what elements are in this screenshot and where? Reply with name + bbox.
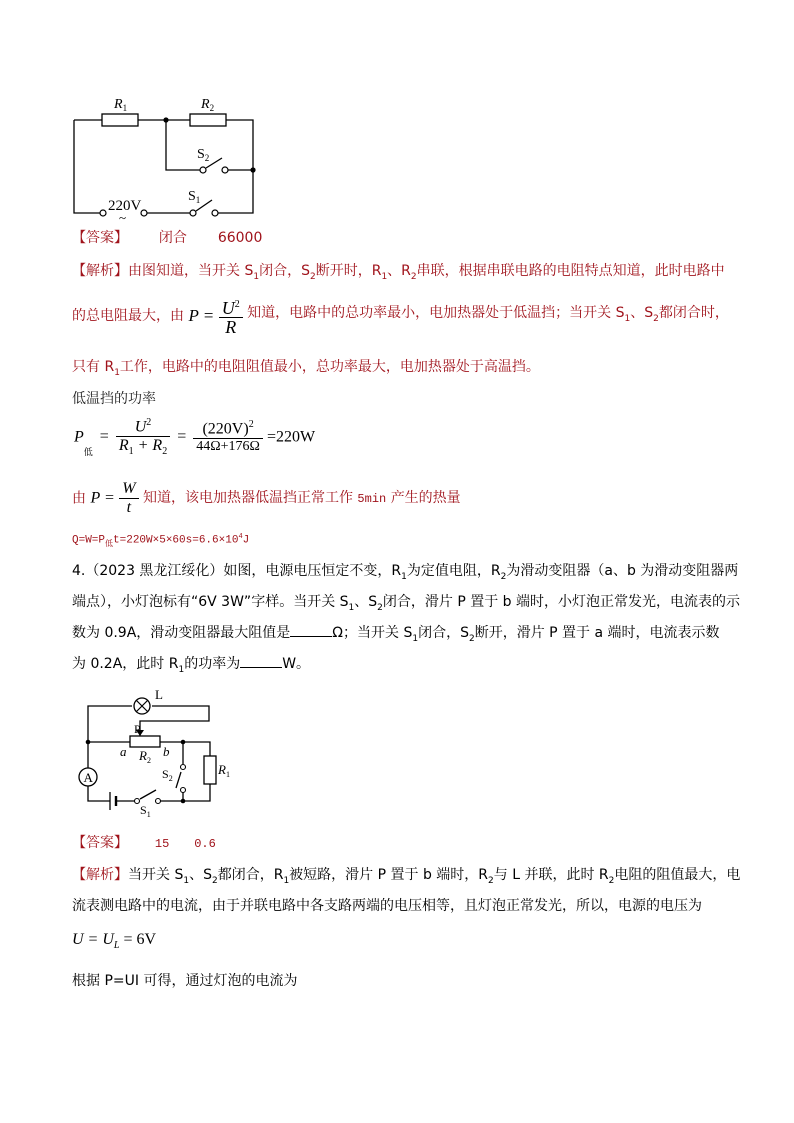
svg-text:R1: $R_1$: [218, 762, 230, 779]
answer-value-1: 闭合: [158, 230, 187, 246]
svg-text:S1: $S_1$: [188, 189, 201, 205]
label-end-a: a: [120, 744, 127, 759]
answer-value-2: 0.6: [194, 837, 216, 851]
analysis-2-line-1: 【解析】当开关 $S_1$、$S_2$都闭合，$R_1$被短路，滑片 P 置于 b 端时，$R_2$与 L 并联，此时 $R_2$电阻的阻值最大，电: [72, 867, 741, 886]
low-gear-title: 低温挡的功率: [72, 391, 156, 407]
resistor-r1: [204, 756, 216, 784]
analysis-2-line-2: 流表测电路中的电流，由于并联电路中各支路两端的电压相等，且灯泡正常发光，所以，电源的电压为: [72, 898, 702, 914]
label-r2: R: [201, 97, 210, 112]
answer-1: [72, 229, 262, 247]
answer-value-2: 66000: [217, 230, 263, 246]
lamp-icon: [134, 698, 150, 714]
resistor-r2: [190, 114, 226, 126]
label-r1: R: [218, 762, 226, 777]
question-4-line-2: 端点），小灯泡标有“6V 3W”字样。当开关 $S_1$、$S_2$闭合，滑片 P 置于 b 端时，小灯泡正常发光，电流表的示: [72, 594, 741, 613]
svg-text:S1: $S_1$: [140, 803, 151, 819]
label-s2: S: [197, 147, 205, 162]
voltage-equation: $U = U_L = 6V$: [72, 931, 157, 952]
question-4-line-1: 4.（2023 黑龙江绥化）如图，电源电压恒定不变，$R_1$为定值电阻，$R_2$为滑动变阻器（a、b 为滑动变阻器两: [72, 563, 739, 582]
answer-tag: 【答案】: [72, 835, 128, 851]
analysis-1-line-4: 由 P = $\frac{W}{t}$ 知道，该电加热器低温挡正常工作 5min 产生的热量: [72, 480, 461, 516]
label-end-b: b: [163, 744, 170, 759]
analysis-tag: 【解析】: [72, 263, 128, 279]
rheostat-r2: [130, 736, 160, 747]
formula-u2-over-r: $\frac{U^2}{R}$: [219, 296, 243, 336]
label-s1: S: [188, 189, 196, 204]
analysis-1-line-2: 的总电阻最大，由 P = $\frac{U^2}{R}$ 知道，电路中的总功率最小，电加热器处于低温挡；当开关 $S_1$、$S_2$都闭合时，: [72, 298, 729, 337]
power-equation: $P_低$ = $\frac{U^2}{R_1 + R_2}$ = $\frac{(220V)^2}{44\Omega+176\Omega}$ =220W: [74, 417, 316, 458]
circuit-diagram-2: [68, 686, 228, 820]
answer-tag: 【答案】: [72, 230, 128, 246]
svg-text:R2: $R_2$: [139, 748, 151, 765]
svg-text:S2: $S_2$: [197, 147, 210, 163]
label-s2: S: [162, 767, 169, 781]
analysis-2-line-3: 根据 P=UI 可得，通过灯泡的电流为: [72, 973, 298, 989]
label-slider-p: P: [134, 722, 141, 736]
question-4-line-3: 数为 0.9A，滑动变阻器最大阻值是 Ω；当开关 $S_1$闭合，$S_2$断开，滑片 P 置于 a 端时，电流表示数: [72, 625, 720, 644]
label-voltage: 220V: [108, 198, 142, 214]
heat-result-line: $Q=W=P_低t=220W\times 5\times 60s=6.6\times 10^4J$: [72, 533, 250, 549]
question-4-line-4: 为 0.2A，此时 $R_1$的功率为 W。: [72, 656, 311, 675]
label-r1: R: [114, 97, 123, 112]
formula-w-over-t: $\frac{W}{t}$: [119, 480, 138, 517]
label-lamp: L: [155, 687, 163, 702]
analysis-1-line-1: 【解析】由图知道，当开关 $S_1$闭合，$S_2$断开时，$R_1$、$R_2$串联，根据串联电路的电阻特点知道，此时电路中: [72, 263, 725, 282]
svg-text:R2: $R_2$: [201, 97, 215, 113]
answer-value-1: 15: [154, 837, 170, 851]
resistor-r1: [102, 114, 138, 126]
answer-blank-1[interactable]: [290, 624, 332, 637]
svg-text:S2: $S_2$: [162, 767, 173, 783]
svg-text:A: A: [83, 770, 93, 785]
analysis-tag: 【解析】: [72, 867, 128, 883]
answer-2: [72, 834, 216, 853]
formula-p-lhs: P =: [188, 306, 215, 325]
label-r2: R: [139, 748, 147, 763]
label-s1: S: [140, 803, 147, 817]
answer-blank-2[interactable]: [240, 655, 282, 668]
svg-text:R1: $R_1$: [114, 97, 128, 113]
circuit-diagram-1: [60, 88, 280, 228]
label-ac: ~: [119, 210, 127, 225]
analysis-1-line-3: 只有 $R_1$工作，电路中的电阻阻值最小，总功率最大，电加热器处于高温挡。: [72, 359, 540, 378]
